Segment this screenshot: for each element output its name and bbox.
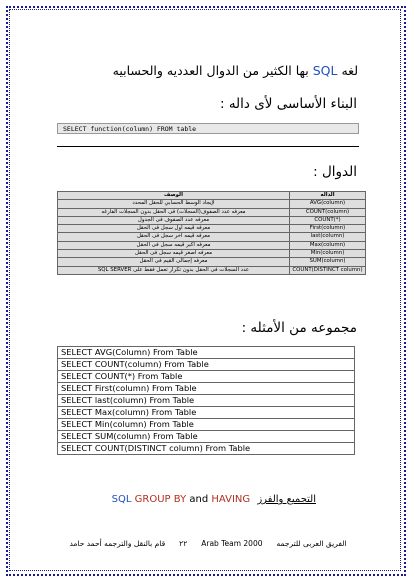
functions-table: [57, 191, 366, 275]
title-sql: SQL: [312, 63, 338, 78]
function-description: معرفه أصغر قيمه سجل فى الحقل: [58, 250, 290, 258]
function-description: معرفه قيمه أول سجل فى الحقل: [58, 225, 290, 233]
function-name: AVG(column): [290, 200, 366, 208]
function-description: معرفه عدد الصفوف(السجلات) فى الحقل بدون السجلات الفارغه: [58, 208, 290, 216]
footer-page-number: ٢٢: [179, 539, 188, 548]
function-name: First(column): [290, 225, 366, 233]
example-row: SELECT last(column) From Table: [58, 395, 354, 407]
function-description: معرفه قيمه أخر سجل فى الحقل: [58, 233, 290, 241]
header-desc: الوصف: [58, 192, 290, 200]
table-row: [58, 233, 366, 241]
examples-heading: مجموعه من الأمثله :: [241, 320, 357, 336]
table-row: [58, 225, 366, 233]
function-name: Max(column): [290, 241, 366, 249]
example-row: SELECT AVG(Column) From Table: [58, 347, 354, 359]
example-row: SELECT COUNT(*) From Table: [58, 371, 354, 383]
function-description: معرفه عدد الصفوف فى الجدول: [58, 216, 290, 224]
table-row: [58, 216, 366, 224]
function-name: COUNT(DISTINCT column): [290, 266, 366, 274]
function-name: SUM(column): [290, 258, 366, 266]
table-row: [58, 241, 366, 249]
page-title: لغه SQL بها الكثير من الدوال العدديه والحسابيه: [112, 63, 358, 78]
example-row: SELECT First(column) From Table: [58, 383, 354, 395]
table-header-row: [58, 192, 366, 200]
function-name: COUNT(*): [290, 216, 366, 224]
function-name: last(column): [290, 233, 366, 241]
example-row: SELECT COUNT(DISTINCT column) From Table: [58, 443, 354, 455]
examples-list: [57, 346, 355, 455]
table-row: [58, 200, 366, 208]
syntax-code: SELECT function(column) FROM table: [57, 123, 359, 134]
example-row: SELECT Min(column) From Table: [58, 419, 354, 431]
table-row: [58, 250, 366, 258]
divider: [57, 146, 359, 147]
next-topic: SQL GROUP BY and HAVING التجميع والفرز: [111, 494, 316, 505]
footer-translator: قام بالنقل والترجمه أحمد حامد: [69, 539, 166, 548]
page-footer: [48, 539, 368, 548]
table-row: [58, 258, 366, 266]
function-description: معرفه إجمالى القيم فى الحقل: [58, 258, 290, 266]
example-row: SELECT COUNT(column) From Table: [58, 359, 354, 371]
table-row: [58, 208, 366, 216]
syntax-heading: البناء الأساسى لأى داله :: [219, 96, 357, 112]
footer-team-en: Arab Team 2000: [201, 539, 263, 548]
footer-team-ar: الفريق العربى للترجمه: [276, 539, 347, 548]
function-name: COUNT(column): [290, 208, 366, 216]
function-description: لإيجاد الوسط الحسابي للحقل المحدد: [58, 200, 290, 208]
function-description: عدد السجلات فى الحقل بدون تكرار تعمل فقط على SQL SERVER: [58, 266, 290, 274]
functions-heading: الدوال :: [313, 164, 357, 180]
function-name: Min(column): [290, 250, 366, 258]
header-func: الداله: [290, 192, 366, 200]
function-description: معرفه أكبر قيمه سجل فى الحقل: [58, 241, 290, 249]
example-row: SELECT Max(column) From Table: [58, 407, 354, 419]
example-row: SELECT SUM(column) From Table: [58, 431, 354, 443]
page-border-inner: [9, 9, 401, 571]
table-row: [58, 266, 366, 274]
